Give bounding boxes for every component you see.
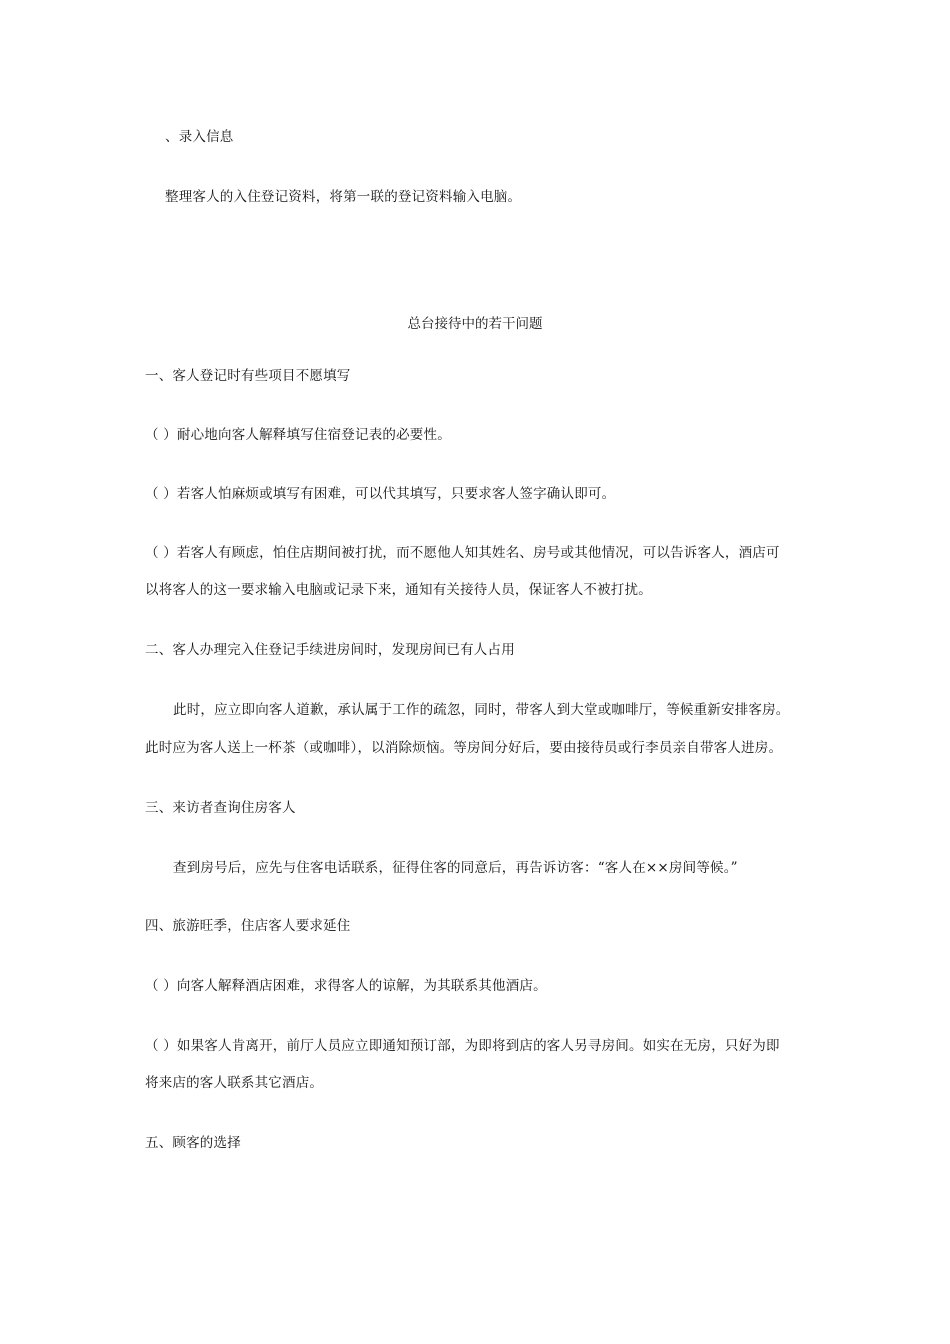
section-1-line-4: 以将客人的这一要求输入电脑或记录下来，通知有关接待人员，保证客人不被打扰。 <box>145 582 652 598</box>
section-4-line-1: （ ）向客人解释酒店困难，求得客人的谅解，为其联系其他酒店。 <box>145 978 547 994</box>
section-4-line-3: 将来店的客人联系其它酒店。 <box>145 1075 324 1091</box>
section-2-line-1: 此时，应立即向客人道歉，承认属于工作的疏忽，同时，带客人到大堂或咖啡厅，等候重新安排客房。 <box>173 702 790 718</box>
section-3-line-1: 查到房号后，应先与住客电话联系，征得住客的同意后，再告诉访客：“客人在××房间等候。” <box>173 860 738 876</box>
section-heading-2: 二、客人办理完入住登记手续进房间时，发现房间已有人占用 <box>145 642 515 658</box>
section-2-line-2: 此时应为客人送上一杯茶（或咖啡），以消除烦恼。等房间分好后，要由接待员或行李员亲自带客人进房。 <box>145 740 783 756</box>
intro-text: 整理客人的入住登记资料，将第一联的登记资料输入电脑。 <box>165 189 522 205</box>
document-title: 总台接待中的若干问题 <box>407 316 543 332</box>
section-1-line-3: （ ）若客人有顾虑，怕住店期间被打扰，而不愿他人知其姓名、房号或其他情况，可以告诉客人，酒店可 <box>145 545 780 561</box>
section-heading-5: 五、顾客的选择 <box>145 1135 241 1151</box>
intro-item: 、录入信息 <box>165 129 234 145</box>
section-1-line-2: （ ）若客人怕麻烦或填写有困难，可以代其填写，只要求客人签字确认即可。 <box>145 486 616 502</box>
section-4-line-2: （ ）如果客人肯离开，前厅人员应立即通知预订部，为即将到店的客人另寻房间。如实在无房，只好为即 <box>145 1038 780 1054</box>
section-heading-4: 四、旅游旺季，住店客人要求延住 <box>145 918 351 934</box>
section-1-line-1: （ ）耐心地向客人解释填写住宿登记表的必要性。 <box>145 427 451 443</box>
section-heading-1: 一、客人登记时有些项目不愿填写 <box>145 368 351 384</box>
section-heading-3: 三、来访者查询住房客人 <box>145 800 296 816</box>
